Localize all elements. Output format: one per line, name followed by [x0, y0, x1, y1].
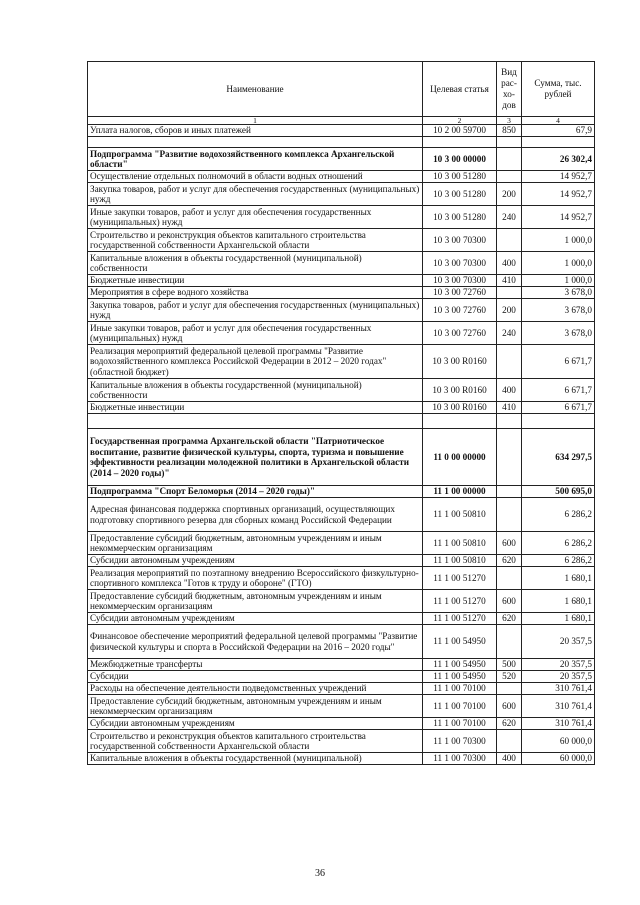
row-sum-cell: 60 000,0	[522, 730, 595, 753]
row-code-cell: 11 1 00 51270	[423, 590, 497, 613]
header-type: Вид рас- хо- дов	[497, 62, 522, 117]
row-name-cell: Реализация мероприятий по поэтапному внедрению Всероссийского физкультурно-спортивного комплекса "Готов к труду и обороне" (ГТО)	[88, 567, 423, 590]
row-code-cell: 11 1 00 70300	[423, 753, 497, 765]
row-type-cell: 240	[497, 322, 522, 345]
table-row	[88, 659, 595, 671]
row-name-cell: Закупка товаров, работ и услуг для обеспечения государственных (муниципальных) нужд	[88, 299, 423, 322]
row-type-cell: 400	[497, 379, 522, 402]
table-row	[88, 555, 595, 567]
row-type-cell	[497, 429, 522, 486]
row-code-cell: 11 1 00 51270	[423, 567, 497, 590]
table-row	[88, 379, 595, 402]
column-number: 2	[423, 117, 497, 125]
row-type-cell	[497, 498, 522, 532]
table-row	[88, 148, 595, 171]
row-type-cell: 410	[497, 402, 522, 414]
row-code-cell: 11 1 00 54950	[423, 659, 497, 671]
spacer-row	[88, 414, 595, 429]
row-sum-cell	[522, 414, 595, 429]
row-sum-cell: 6 286,2	[522, 532, 595, 555]
table-row	[88, 695, 595, 718]
row-code-cell: 10 3 00 51280	[423, 206, 497, 229]
row-type-cell: 400	[497, 753, 522, 765]
table-header-row	[88, 62, 595, 117]
row-code-cell: 11 1 00 50810	[423, 498, 497, 532]
row-sum-cell: 1 000,0	[522, 229, 595, 252]
row-sum-cell: 14 952,7	[522, 171, 595, 183]
row-type-cell: 200	[497, 299, 522, 322]
row-type-cell: 500	[497, 659, 522, 671]
table-row	[88, 532, 595, 555]
row-sum-cell: 3 678,0	[522, 299, 595, 322]
row-code-cell: 10 3 00 51280	[423, 183, 497, 206]
row-name-cell: Субсидии автономным учреждениям	[88, 555, 423, 567]
table-row	[88, 671, 595, 683]
row-sum-cell: 500 695,0	[522, 486, 595, 498]
row-sum-cell: 14 952,7	[522, 206, 595, 229]
header-code: Целевая статья	[423, 62, 497, 117]
row-sum-cell: 1 680,1	[522, 590, 595, 613]
row-type-cell: 620	[497, 613, 522, 625]
row-code-cell: 11 1 00 50810	[423, 532, 497, 555]
row-sum-cell: 3 678,0	[522, 322, 595, 345]
table-row	[88, 429, 595, 486]
row-sum-cell: 20 357,5	[522, 659, 595, 671]
row-sum-cell: 20 357,5	[522, 671, 595, 683]
row-sum-cell: 26 302,4	[522, 148, 595, 171]
header-name: Наименование	[88, 62, 423, 117]
row-sum-cell: 6 671,7	[522, 402, 595, 414]
row-name-cell: Предоставление субсидий бюджетным, автономным учреждениям и иным некоммерческим организациям	[88, 695, 423, 718]
row-code-cell: 11 1 00 51270	[423, 613, 497, 625]
row-name-cell: Капитальные вложения в объекты государственной (муниципальной)	[88, 753, 423, 765]
row-name-cell: Межбюджетные трансферты	[88, 659, 423, 671]
row-name-cell: Государственная программа Архангельской области "Патриотическое воспитание, развитие физической культуры, спорта, туризма и повышение эффективности реализации молодежной политики в Архангельской области (2014 – 2020 годы)"	[88, 429, 423, 486]
table-row	[88, 402, 595, 414]
row-name-cell: Иные закупки товаров, работ и услуг для обеспечения государственных (муниципальных) нужд	[88, 206, 423, 229]
row-type-cell: 520	[497, 671, 522, 683]
table-row	[88, 486, 595, 498]
row-code-cell: 11 1 00 50810	[423, 555, 497, 567]
row-type-cell: 620	[497, 718, 522, 730]
row-sum-cell: 60 000,0	[522, 753, 595, 765]
row-name-cell: Реализация мероприятий федеральной целевой программы "Развитие водохозяйственного комплекса Российской Федерации в 2012 – 2020 годах" (областной бюджет)	[88, 345, 423, 379]
header-sum: Сумма, тыс. рублей	[522, 62, 595, 117]
row-name-cell: Мероприятия в сфере водного хозяйства	[88, 287, 423, 299]
table-row	[88, 322, 595, 345]
row-type-cell	[497, 137, 522, 148]
row-name-cell: Подпрограмма "Спорт Беломорья (2014 – 2020 годы)"	[88, 486, 423, 498]
row-code-cell	[423, 137, 497, 148]
row-type-cell: 850	[497, 125, 522, 137]
row-sum-cell: 6 671,7	[522, 345, 595, 379]
row-type-cell	[497, 287, 522, 299]
row-sum-cell: 634 297,5	[522, 429, 595, 486]
row-name-cell: Расходы на обеспечение деятельности подведомственных учреждений	[88, 683, 423, 695]
row-name-cell: Субсидии	[88, 671, 423, 683]
table-row	[88, 498, 595, 532]
row-sum-cell: 1 000,0	[522, 252, 595, 275]
row-type-cell: 600	[497, 590, 522, 613]
row-code-cell: 10 3 00 70300	[423, 229, 497, 252]
row-name-cell: Финансовое обеспечение мероприятий федеральной целевой программы "Развитие физической культуры и спорта в Российской Федерации на 2016 – 2020 годы"	[88, 625, 423, 659]
table-row	[88, 275, 595, 287]
row-sum-cell: 1 680,1	[522, 567, 595, 590]
row-code-cell: 10 3 00 70300	[423, 252, 497, 275]
row-code-cell: 11 1 00 00000	[423, 486, 497, 498]
row-type-cell: 600	[497, 532, 522, 555]
row-name-cell: Бюджетные инвестиции	[88, 275, 423, 287]
column-number: 1	[88, 117, 423, 125]
row-type-cell	[497, 345, 522, 379]
table-row	[88, 252, 595, 275]
row-sum-cell: 6 286,2	[522, 555, 595, 567]
row-code-cell: 11 0 00 00000	[423, 429, 497, 486]
row-code-cell: 10 3 00 R0160	[423, 379, 497, 402]
table-row	[88, 730, 595, 753]
row-code-cell: 11 1 00 54950	[423, 625, 497, 659]
row-type-cell: 620	[497, 555, 522, 567]
row-sum-cell: 1 000,0	[522, 275, 595, 287]
row-type-cell	[497, 171, 522, 183]
row-name-cell: Закупка товаров, работ и услуг для обеспечения государственных (муниципальных) нужд	[88, 183, 423, 206]
table-row	[88, 625, 595, 659]
table-row	[88, 287, 595, 299]
row-code-cell: 11 1 00 70300	[423, 730, 497, 753]
row-type-cell	[497, 486, 522, 498]
row-code-cell: 11 1 00 54950	[423, 671, 497, 683]
row-type-cell	[497, 625, 522, 659]
table-row	[88, 229, 595, 252]
row-code-cell: 10 3 00 R0160	[423, 345, 497, 379]
row-code-cell: 10 2 00 59700	[423, 125, 497, 137]
row-sum-cell: 20 357,5	[522, 625, 595, 659]
row-name-cell: Строительство и реконструкция объектов капитального строительства государственной собственности Архангельской области	[88, 730, 423, 753]
row-code-cell: 10 3 00 70300	[423, 275, 497, 287]
column-number: 3	[497, 117, 522, 125]
row-sum-cell: 1 680,1	[522, 613, 595, 625]
table-row	[88, 718, 595, 730]
spacer-row	[88, 137, 595, 148]
row-name-cell: Предоставление субсидий бюджетным, автономным учреждениям и иным некоммерческим организациям	[88, 532, 423, 555]
row-code-cell: 11 1 00 70100	[423, 683, 497, 695]
table-row	[88, 753, 595, 765]
row-type-cell: 200	[497, 183, 522, 206]
row-type-cell	[497, 414, 522, 429]
row-code-cell: 11 1 00 70100	[423, 718, 497, 730]
row-type-cell: 410	[497, 275, 522, 287]
row-code-cell: 10 3 00 72760	[423, 287, 497, 299]
row-sum-cell	[522, 137, 595, 148]
row-type-cell: 240	[497, 206, 522, 229]
row-type-cell: 400	[497, 252, 522, 275]
row-code-cell: 10 3 00 00000	[423, 148, 497, 171]
table-row	[88, 183, 595, 206]
table-row	[88, 345, 595, 379]
row-code-cell	[423, 414, 497, 429]
row-sum-cell: 14 952,7	[522, 183, 595, 206]
table-row	[88, 590, 595, 613]
table-row	[88, 567, 595, 590]
row-sum-cell: 310 761,4	[522, 695, 595, 718]
row-name-cell: Субсидии автономным учреждениям	[88, 718, 423, 730]
row-type-cell	[497, 148, 522, 171]
row-name-cell: Строительство и реконструкция объектов капитального строительства государственной собственности Архангельской области	[88, 229, 423, 252]
row-code-cell: 10 3 00 72760	[423, 299, 497, 322]
row-sum-cell: 6 286,2	[522, 498, 595, 532]
table-row	[88, 613, 595, 625]
table-row	[88, 125, 595, 137]
budget-table	[87, 61, 595, 765]
table-row	[88, 206, 595, 229]
row-type-cell	[497, 567, 522, 590]
row-name-cell: Иные закупки товаров, работ и услуг для обеспечения государственных (муниципальных) нужд	[88, 322, 423, 345]
row-name-cell	[88, 137, 423, 148]
page-number: 36	[315, 868, 325, 879]
row-name-cell: Подпрограмма "Развитие водохозяйственного комплекса Архангельской области"	[88, 148, 423, 171]
row-code-cell: 10 3 00 72760	[423, 322, 497, 345]
table-row	[88, 299, 595, 322]
table-row	[88, 683, 595, 695]
row-name-cell: Осуществление отдельных полномочий в области водных отношений	[88, 171, 423, 183]
column-number-row	[88, 117, 595, 125]
row-name-cell: Бюджетные инвестиции	[88, 402, 423, 414]
table-row	[88, 171, 595, 183]
row-code-cell: 10 3 00 51280	[423, 171, 497, 183]
row-sum-cell: 6 671,7	[522, 379, 595, 402]
row-sum-cell: 310 761,4	[522, 683, 595, 695]
column-number: 4	[522, 117, 595, 125]
row-sum-cell: 310 761,4	[522, 718, 595, 730]
row-name-cell	[88, 414, 423, 429]
row-sum-cell: 67,9	[522, 125, 595, 137]
row-type-cell	[497, 683, 522, 695]
row-name-cell: Предоставление субсидий бюджетным, автономным учреждениям и иным некоммерческим организациям	[88, 590, 423, 613]
row-name-cell: Адресная финансовая поддержка спортивных организаций, осуществляющих подготовку спортивного резерва для сборных команд Российской Федерации	[88, 498, 423, 532]
row-type-cell: 600	[497, 695, 522, 718]
row-name-cell: Субсидии автономным учреждениям	[88, 613, 423, 625]
row-type-cell	[497, 229, 522, 252]
row-name-cell: Капитальные вложения в объекты государственной (муниципальной) собственности	[88, 379, 423, 402]
row-name-cell: Капитальные вложения в объекты государственной (муниципальной) собственности	[88, 252, 423, 275]
row-sum-cell: 3 678,0	[522, 287, 595, 299]
row-code-cell: 11 1 00 70100	[423, 695, 497, 718]
row-code-cell: 10 3 00 R0160	[423, 402, 497, 414]
row-type-cell	[497, 730, 522, 753]
row-name-cell: Уплата налогов, сборов и иных платежей	[88, 125, 423, 137]
